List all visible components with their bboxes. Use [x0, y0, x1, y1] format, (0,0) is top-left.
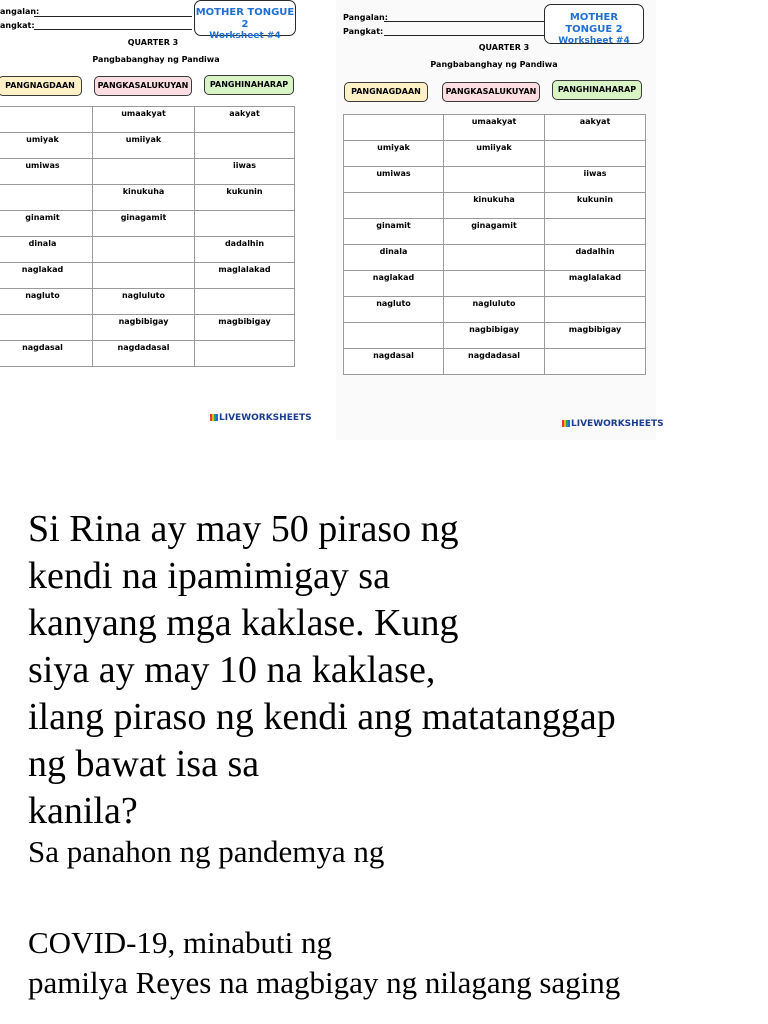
quarter-label: QUARTER 3	[127, 38, 179, 47]
table-cell: nagbibigay	[93, 315, 195, 341]
table-cell	[195, 289, 295, 315]
table-cell	[93, 263, 195, 289]
worksheet-right	[336, 0, 664, 440]
table-row	[344, 349, 646, 375]
table-cell: nagluto	[344, 297, 444, 323]
rank-label: angkat:	[0, 21, 35, 30]
rank-label: Pangkat:	[343, 27, 384, 36]
header-pangnagdaan: PANGNAGDAAN	[344, 82, 428, 102]
problem-line: Si Rina ay may 50 piraso ng	[28, 508, 459, 550]
quarter-label: QUARTER 3	[478, 43, 530, 52]
table-cell: ginamit	[344, 219, 444, 245]
problem-line: kanyang mga kaklase. Kung	[28, 602, 459, 644]
table-cell	[444, 271, 545, 297]
table-cell: kukunin	[195, 185, 295, 211]
table-cell	[545, 141, 646, 167]
table-row	[344, 297, 646, 323]
header-panghinaharap: PANGHINAHARAP	[552, 80, 642, 100]
name-label: Pangalan:	[343, 13, 388, 22]
table-cell: magbibigay	[195, 315, 295, 341]
table-cell: umiwas	[344, 167, 444, 193]
table-cell: kinukuha	[444, 193, 545, 219]
table-cell	[545, 297, 646, 323]
table-cell: dadalhin	[195, 237, 295, 263]
table-row	[0, 289, 295, 315]
table-cell: nagdadasal	[93, 341, 195, 367]
brand-mark-icon	[562, 420, 570, 427]
table-cell: kukunin	[545, 193, 646, 219]
table-cell: nagbibigay	[444, 323, 545, 349]
table-cell: umaakyat	[93, 107, 195, 133]
header-pangkasalukuyan: PANGKASALUKUYAN	[94, 76, 192, 96]
table-cell	[344, 115, 444, 141]
table-cell: iiwas	[195, 159, 295, 185]
worksheet-title-box	[194, 0, 296, 41]
table-cell: maglalakad	[545, 271, 646, 297]
table-row	[344, 271, 646, 297]
header-pangkasalukuyan: PANGKASALUKUYAN	[442, 82, 540, 102]
table-cell: nagluluto	[93, 289, 195, 315]
problem-line: kanila?	[28, 790, 138, 832]
table-cell	[0, 107, 93, 133]
next-problem-line: COVID-19, minabuti ng	[28, 925, 332, 960]
table-cell: ginagamit	[444, 219, 545, 245]
table-cell	[195, 341, 295, 367]
table-cell	[545, 219, 646, 245]
table-cell: nagdasal	[0, 341, 93, 367]
table-cell	[195, 211, 295, 237]
table-cell: nagluto	[0, 289, 93, 315]
table-row	[0, 107, 295, 133]
brand-text: LIVEWORKSHEETS	[571, 419, 664, 429]
table-cell: umiyak	[344, 141, 444, 167]
verb-table	[0, 106, 295, 367]
brand-mark-icon	[210, 414, 218, 421]
table-cell: nagdadasal	[444, 349, 545, 375]
brand-text: LIVEWORKSHEETS	[219, 413, 312, 423]
name-line	[34, 16, 192, 17]
table-cell: nagdasal	[344, 349, 444, 375]
table-cell: iiwas	[545, 167, 646, 193]
table-cell: magbibigay	[545, 323, 646, 349]
table-cell	[93, 237, 195, 263]
name-line	[384, 21, 544, 22]
table-row	[344, 167, 646, 193]
table-row	[0, 185, 295, 211]
worksheet-left	[0, 0, 312, 430]
rank-line	[34, 29, 192, 30]
worksheet-subtitle: Pangbabanghay ng Pandiwa	[430, 60, 558, 69]
table-row	[0, 315, 295, 341]
table-row	[344, 323, 646, 349]
table-cell: umiiyak	[93, 133, 195, 159]
problem-line: ng bawat isa sa	[28, 743, 260, 785]
table-cell: aakyat	[545, 115, 646, 141]
name-label: angalan:	[0, 7, 40, 16]
table-row	[344, 141, 646, 167]
brand-logo	[210, 413, 312, 423]
next-problem-line: Sa panahon ng pandemya ng	[28, 834, 385, 869]
table-row	[0, 133, 295, 159]
worksheet-number: Worksheet #4	[558, 36, 630, 46]
table-cell	[0, 185, 93, 211]
table-cell	[444, 245, 545, 271]
table-cell: ginagamit	[93, 211, 195, 237]
table-cell: nagluluto	[444, 297, 545, 323]
problem-line: kendi na ipamimigay sa	[28, 555, 390, 597]
brand-logo	[562, 419, 664, 429]
table-row	[344, 219, 646, 245]
table-row	[344, 245, 646, 271]
table-cell: naglakad	[0, 263, 93, 289]
table-cell	[195, 133, 295, 159]
table-cell: dadalhin	[545, 245, 646, 271]
table-cell: umiyak	[0, 133, 93, 159]
table-cell: kinukuha	[93, 185, 195, 211]
table-row	[0, 263, 295, 289]
worksheet-subtitle: Pangbabanghay ng Pandiwa	[92, 55, 220, 64]
table-cell	[444, 167, 545, 193]
table-row	[344, 115, 646, 141]
worksheet-title: MOTHER TONGUE 2	[565, 12, 623, 35]
table-cell	[545, 349, 646, 375]
rank-line	[384, 35, 544, 36]
table-cell: umiiyak	[444, 141, 545, 167]
table-cell: dinala	[344, 245, 444, 271]
table-cell: dinala	[0, 237, 93, 263]
header-pangnagdaan: PANGNAGDAAN	[0, 76, 82, 96]
table-cell: ginamit	[0, 211, 93, 237]
table-cell: maglalakad	[195, 263, 295, 289]
table-cell: naglakad	[344, 271, 444, 297]
worksheet-title-box	[544, 4, 644, 44]
table-row	[0, 159, 295, 185]
table-row	[344, 193, 646, 219]
story-text	[28, 506, 748, 1002]
header-panghinaharap: PANGHINAHARAP	[204, 75, 294, 95]
verb-table	[343, 114, 646, 375]
table-cell	[0, 315, 93, 341]
table-cell: umaakyat	[444, 115, 545, 141]
table-cell	[93, 159, 195, 185]
table-cell: aakyat	[195, 107, 295, 133]
table-row	[0, 341, 295, 367]
table-cell	[344, 323, 444, 349]
table-cell	[344, 193, 444, 219]
worksheet-number: Worksheet #4	[209, 31, 281, 41]
worksheet-title: MOTHER TONGUE 2	[195, 7, 295, 30]
table-cell: umiwas	[0, 159, 93, 185]
problem-line: siya ay may 10 na kaklase,	[28, 649, 436, 691]
table-row	[0, 211, 295, 237]
table-row	[0, 237, 295, 263]
next-problem-line: pamilya Reyes na magbigay ng nilagang saging	[28, 965, 621, 1000]
problem-line: ilang piraso ng kendi ang matatanggap	[28, 696, 616, 738]
